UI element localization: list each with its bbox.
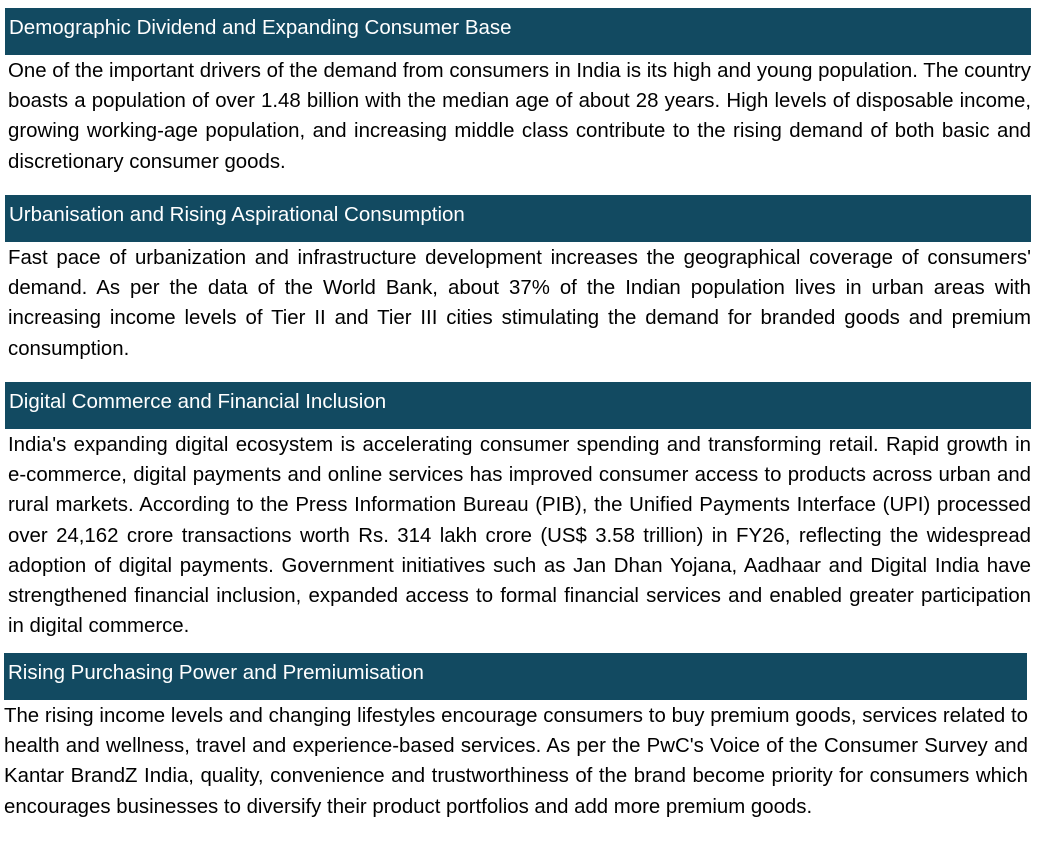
section-body-urbanisation: Fast pace of urbanization and infrastructure development increases the geographical coverage of consumers' demand. As per the data of the World Bank, about 37% of the Indian population lives in urban areas with increasing income levels of Tier II and Tier III cities stimulating the demand for branded goods and premium consumption. — [8, 247, 1031, 360]
section-heading-digital-commerce: Digital Commerce and Financial Inclusion — [5, 382, 1031, 429]
section-heading-urbanisation: Urbanisation and Rising Aspirational Consumption — [5, 195, 1031, 242]
section-body-digital-commerce: India's expanding digital ecosystem is accelerating consumer spending and transforming retail. Rapid growth in e-commerce, digital payments and online services has improved consumer access to products across urban and rural markets. According to the Press Information Bureau (PIB), the Unified Payments Interface (UPI) processed over 24,162 crore transactions worth Rs. 314 lakh crore (US$ 3.58 trillion) in FY26, reflecting the widespread adoption of digital payments. Government initiatives such as Jan Dhan Yojana, Aadhaar and Digital India have strengthened financial inclusion, expanded access to formal financial services and enabled greater participation in digital commerce. — [8, 434, 1031, 638]
section-heading-purchasing-power: Rising Purchasing Power and Premiumisation — [4, 653, 1027, 700]
section-heading-demographic-dividend: Demographic Dividend and Expanding Consumer Base — [5, 8, 1031, 55]
section-body-purchasing-power: The rising income levels and changing lifestyles encourage consumers to buy premium goods, services related to health and wellness, travel and experience-based services. As per the PwC's Voice of the Consumer Survey and Kantar BrandZ India, quality, convenience and trustworthiness of the brand become priority for consumers which encourages businesses to diversify their product portfolios and add more premium goods. — [4, 705, 1028, 818]
section-body-demographic-dividend: One of the important drivers of the demand from consumers in India is its high and young population. The country boasts a population of over 1.48 billion with the median age of about 28 years. High levels of disposable income, growing working-age population, and increasing middle class contribute to the rising demand of both basic and discretionary consumer goods. — [8, 60, 1031, 173]
